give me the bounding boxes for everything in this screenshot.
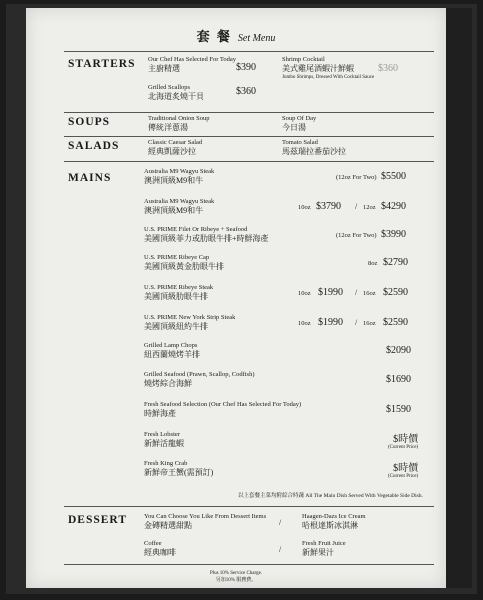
menu-item (144, 540, 176, 558)
menu-item (282, 139, 346, 157)
price-value: $時價 (393, 463, 419, 474)
section-mains: MAINS (68, 172, 112, 184)
section-soups: SOUPS (68, 116, 111, 128)
item-en: Fresh Seafood Selection (Our Chef Has Selected For Today) (144, 401, 302, 408)
divider (64, 51, 434, 52)
item-zh: 澳洲頂級M9和牛 (144, 176, 204, 185)
menu-item (144, 342, 200, 360)
item-en: Fresh Lobster (144, 431, 180, 438)
item-en: Classic Caesar Salad (148, 139, 203, 146)
item-zh: 紐西蘭燒烤羊排 (144, 350, 200, 359)
separator: / (279, 518, 282, 527)
item-en: Our Chef Has Selected For Today (148, 56, 237, 63)
divider (64, 564, 434, 565)
item-zh: 美國頂級肋眼牛排 (144, 292, 208, 301)
price-note: (Current Price) (388, 445, 419, 450)
item-zh: 傳統洋蔥湯 (148, 123, 188, 132)
separator: / (355, 202, 358, 211)
footer-en: Plus 10% Service Charge. (209, 571, 263, 576)
item-zh: 金磚精選甜點 (144, 521, 192, 530)
item-en: Grilled Lamp Chops (144, 342, 198, 349)
item-size: 16oz (363, 320, 376, 327)
title-zh: 套 餐 (196, 29, 232, 44)
item-price: $360 (378, 63, 398, 74)
item-en: Shrimp Cocktail (282, 56, 325, 63)
footer-zh: 另加10% 服務費。 (215, 578, 257, 583)
menu-item (144, 371, 254, 389)
item-en: You Can Choose You Like From Dessert Items (144, 513, 267, 520)
item-en: Tomato Salad (282, 139, 318, 146)
menu-item (144, 284, 213, 302)
item-price (388, 459, 418, 479)
item-zh: 主廚精選 (148, 64, 180, 73)
item-price: $1590 (386, 404, 411, 415)
separator: / (355, 288, 358, 297)
menu-item (144, 431, 184, 449)
item-en: Grilled Scallops (148, 84, 191, 91)
item-price: $2590 (383, 287, 408, 298)
item-price: $5500 (381, 171, 406, 182)
item-zh: 新鮮帝王蟹(需預訂) (144, 468, 214, 477)
price-value: $時價 (393, 434, 419, 445)
item-zh: 美國頂級菲力或肋眼牛排+時鮮海產 (144, 234, 269, 243)
item-price: $2090 (386, 345, 411, 356)
service-charge-note (26, 570, 446, 584)
item-en: U.S. PRIME Ribeye Steak (144, 284, 214, 291)
item-price: $2590 (383, 317, 408, 328)
item-zh: 新鮮活龍蝦 (144, 439, 184, 448)
menu-item (148, 84, 204, 102)
item-price: $3790 (316, 201, 341, 212)
item-en: Coffee (144, 540, 162, 547)
item-zh: 美國頂級黃金肋眼牛排 (144, 262, 224, 271)
item-size: (12oz For Two) (336, 174, 377, 181)
section-salads: SALADS (68, 140, 120, 152)
menu-page (26, 8, 446, 588)
menu-item (144, 254, 224, 272)
item-price (388, 430, 418, 450)
item-zh: 馬茲瑞拉番茄沙拉 (282, 147, 346, 156)
item-zh: 哈根達斯冰淇淋 (302, 521, 358, 530)
item-price: $1990 (318, 287, 343, 298)
item-zh: 北海道炙燒干貝 (148, 92, 204, 101)
menu-item (144, 314, 235, 332)
divider (64, 506, 434, 507)
item-zh: 澳洲頂級M9和牛 (144, 206, 204, 215)
page-title (26, 26, 446, 45)
price-note: (Current Price) (388, 474, 419, 479)
item-price: $3990 (381, 229, 406, 240)
item-en: U.S. PRIME Filet Or Ribeye + Seafood (144, 226, 248, 233)
background-edge (446, 8, 472, 588)
item-en: Traditional Onion Soup (148, 115, 210, 122)
menu-item (144, 460, 213, 478)
menu-item (282, 56, 374, 82)
section-dessert: DESSERT (68, 514, 128, 526)
menu-item (282, 115, 316, 133)
menu-item (302, 540, 346, 558)
menu-item (144, 168, 214, 186)
menu-item (144, 226, 269, 244)
item-price: $1990 (318, 317, 343, 328)
menu-item (148, 115, 210, 133)
item-en: Australia M9 Wagyu Steak (144, 198, 215, 205)
item-zh: 時鮮海產 (144, 409, 176, 418)
item-price: $2790 (383, 257, 408, 268)
item-en: Haagen-Dazs Ice Cream (302, 513, 366, 520)
item-size: 8oz (368, 260, 378, 267)
divider (64, 112, 434, 113)
item-price: $390 (236, 62, 256, 73)
separator: / (279, 545, 282, 554)
item-en: Fresh King Crab (144, 460, 188, 467)
title-en: Set Menu (237, 33, 276, 44)
item-price: $4290 (381, 201, 406, 212)
item-zh: 今日湯 (282, 123, 306, 132)
menu-item (302, 513, 366, 531)
item-zh: 經典咖啡 (144, 548, 176, 557)
item-en: Fresh Fruit Juice (302, 540, 346, 547)
divider (64, 161, 434, 162)
item-desc: Jumbo Shrimps, Dressed With Cocktail Sauce (282, 75, 375, 80)
item-zh: 美國頂級紐約牛排 (144, 322, 208, 331)
item-en: Soup Of Day (282, 115, 317, 122)
item-size: 10oz (298, 320, 311, 327)
item-size: 12oz (363, 204, 376, 211)
menu-item (148, 139, 202, 157)
item-en: U.S. PRIME New York Strip Steak (144, 314, 236, 321)
item-zh: 新鮮果汁 (302, 548, 334, 557)
item-zh: 美式雞尾酒蝦汁鮮蝦 (282, 64, 354, 73)
item-en: Australia M9 Wagyu Steak (144, 168, 215, 175)
menu-item (148, 56, 236, 74)
section-starters: STARTERS (68, 58, 136, 70)
menu-item (144, 401, 301, 419)
item-size: 10oz (298, 290, 311, 297)
item-price: $1690 (386, 374, 411, 385)
menu-item (144, 513, 266, 531)
item-price: $360 (236, 86, 256, 97)
menu-item (144, 198, 214, 216)
item-zh: 燒烤綜合海鮮 (144, 379, 192, 388)
item-size: 10oz (298, 204, 311, 211)
item-size: (12oz For Two) (336, 232, 377, 239)
item-en: Grilled Seafood (Prawn, Scallop, Codfish) (144, 371, 255, 378)
item-en: U.S. PRIME Ribeye Cap (144, 254, 210, 261)
item-size: 16oz (363, 290, 376, 297)
mains-note: 以上套餐主菜均附綜合時蔬 All The Main Dish Served With Vegetable Side Dish. (238, 493, 423, 499)
divider (64, 136, 434, 137)
item-zh: 經典凱薩沙拉 (148, 147, 196, 156)
separator: / (355, 318, 358, 327)
